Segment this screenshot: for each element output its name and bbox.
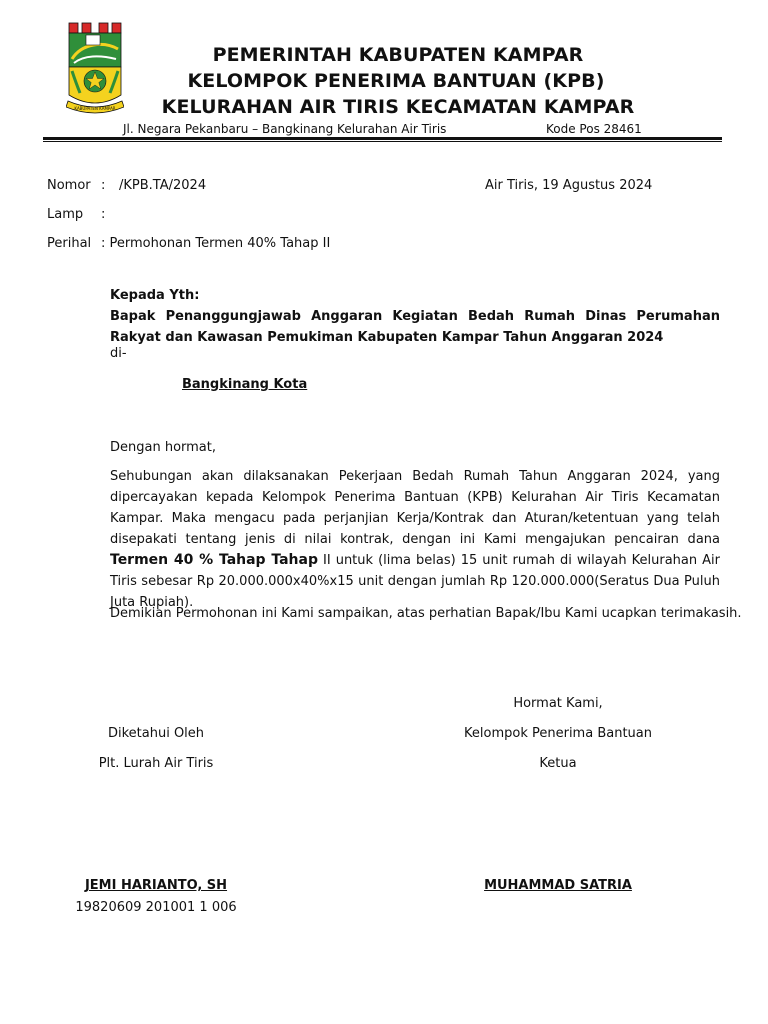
nomor-separator: : bbox=[101, 178, 106, 193]
perihal-label: Perihal bbox=[47, 236, 92, 251]
letterhead-divider-thick bbox=[43, 137, 722, 140]
letterhead-divider-thin bbox=[43, 141, 722, 142]
addressee-block bbox=[110, 285, 720, 348]
addressee-recipient: Bapak Penanggungjawab Anggaran Kegiatan Bedah Rumah Dinas Perumahan Rakyat dan Kawasan Pemukiman Kabupaten Kampar Tahun Anggaran 2024 bbox=[110, 309, 720, 345]
nomor-value: /KPB.TA/2024 bbox=[119, 178, 207, 193]
letterhead-postal-code: Kode Pos 28461 bbox=[546, 122, 642, 136]
signature-right-name: MUHAMMAD SATRIA bbox=[484, 878, 632, 893]
signature-left-nip: 19820609 201001 1 006 bbox=[75, 900, 237, 915]
signature-left-title-2: Plt. Lurah Air Tiris bbox=[98, 756, 214, 771]
signature-right-title-2: Ketua bbox=[539, 756, 577, 771]
letterhead-line-2: KELOMPOK PENERIMA BANTUAN (KPB) bbox=[187, 70, 605, 92]
body-paragraph-part-1: Sehubungan akan dilaksanakan Pekerjaan Bedah Rumah Tahun Anggaran 2024, yang dipercayakan kepada Kelompok Penerima Bantuan (KPB) Kelurahan Air Tiris Kecamatan Kampar. Maka mengacu pada perjanjian Kerja/Kontrak dan Aturan/ketentuan yang telah disepakati tentang jenis di nilai kontrak, dengan ini Kami mengajukan pencairan dana bbox=[110, 469, 720, 547]
signature-left-title-1: Diketahui Oleh bbox=[107, 726, 205, 741]
place-date: Air Tiris, 19 Agustus 2024 bbox=[485, 178, 653, 193]
nomor-label: Nomor bbox=[47, 178, 91, 193]
letterhead-address: Jl. Negara Pekanbaru – Bangkinang Kelurahan Air Tiris bbox=[123, 122, 447, 136]
perihal-value: : Permohonan Termen 40% Tahap II bbox=[101, 236, 331, 251]
letterhead-line-3: KELURAHAN AIR TIRIS KECAMATAN KAMPAR bbox=[161, 96, 635, 118]
addressee-greeting: Kepada Yth: bbox=[110, 288, 200, 303]
signature-right-title-1: Kelompok Penerima Bantuan bbox=[464, 726, 652, 741]
salutation: Dengan hormat, bbox=[110, 440, 217, 455]
closing-paragraph: Demikian Permohonan ini Kami sampaikan, atas perhatian Bapak/Ibu Kami ucapkan terimakasih. bbox=[110, 606, 742, 621]
addressee-location: Bangkinang Kota bbox=[182, 377, 308, 392]
body-paragraph-emphasis: Termen 40 % Tahap Tahap bbox=[110, 552, 318, 568]
lamp-label: Lamp bbox=[47, 207, 84, 222]
addressee-di: di- bbox=[110, 346, 127, 361]
logo-ribbon-text: KABUPATEN KAMPAR bbox=[74, 106, 116, 111]
signature-left-name: JEMI HARIANTO, SH bbox=[84, 878, 228, 893]
body-paragraph-part-2: II untuk (lima belas) 15 unit rumah di wilayah Kelurahan Air Tiris sebesar Rp 20.000.000x40%x15 unit dengan jumlah Rp 120.000.000(Seratus Dua Puluh Juta Rupiah). bbox=[110, 553, 720, 610]
signature-regards: Hormat Kami, bbox=[513, 696, 603, 711]
lamp-separator: : bbox=[101, 207, 106, 222]
body-paragraph bbox=[110, 466, 720, 613]
letterhead-line-1: PEMERINTAH KABUPATEN KAMPAR bbox=[212, 44, 584, 66]
